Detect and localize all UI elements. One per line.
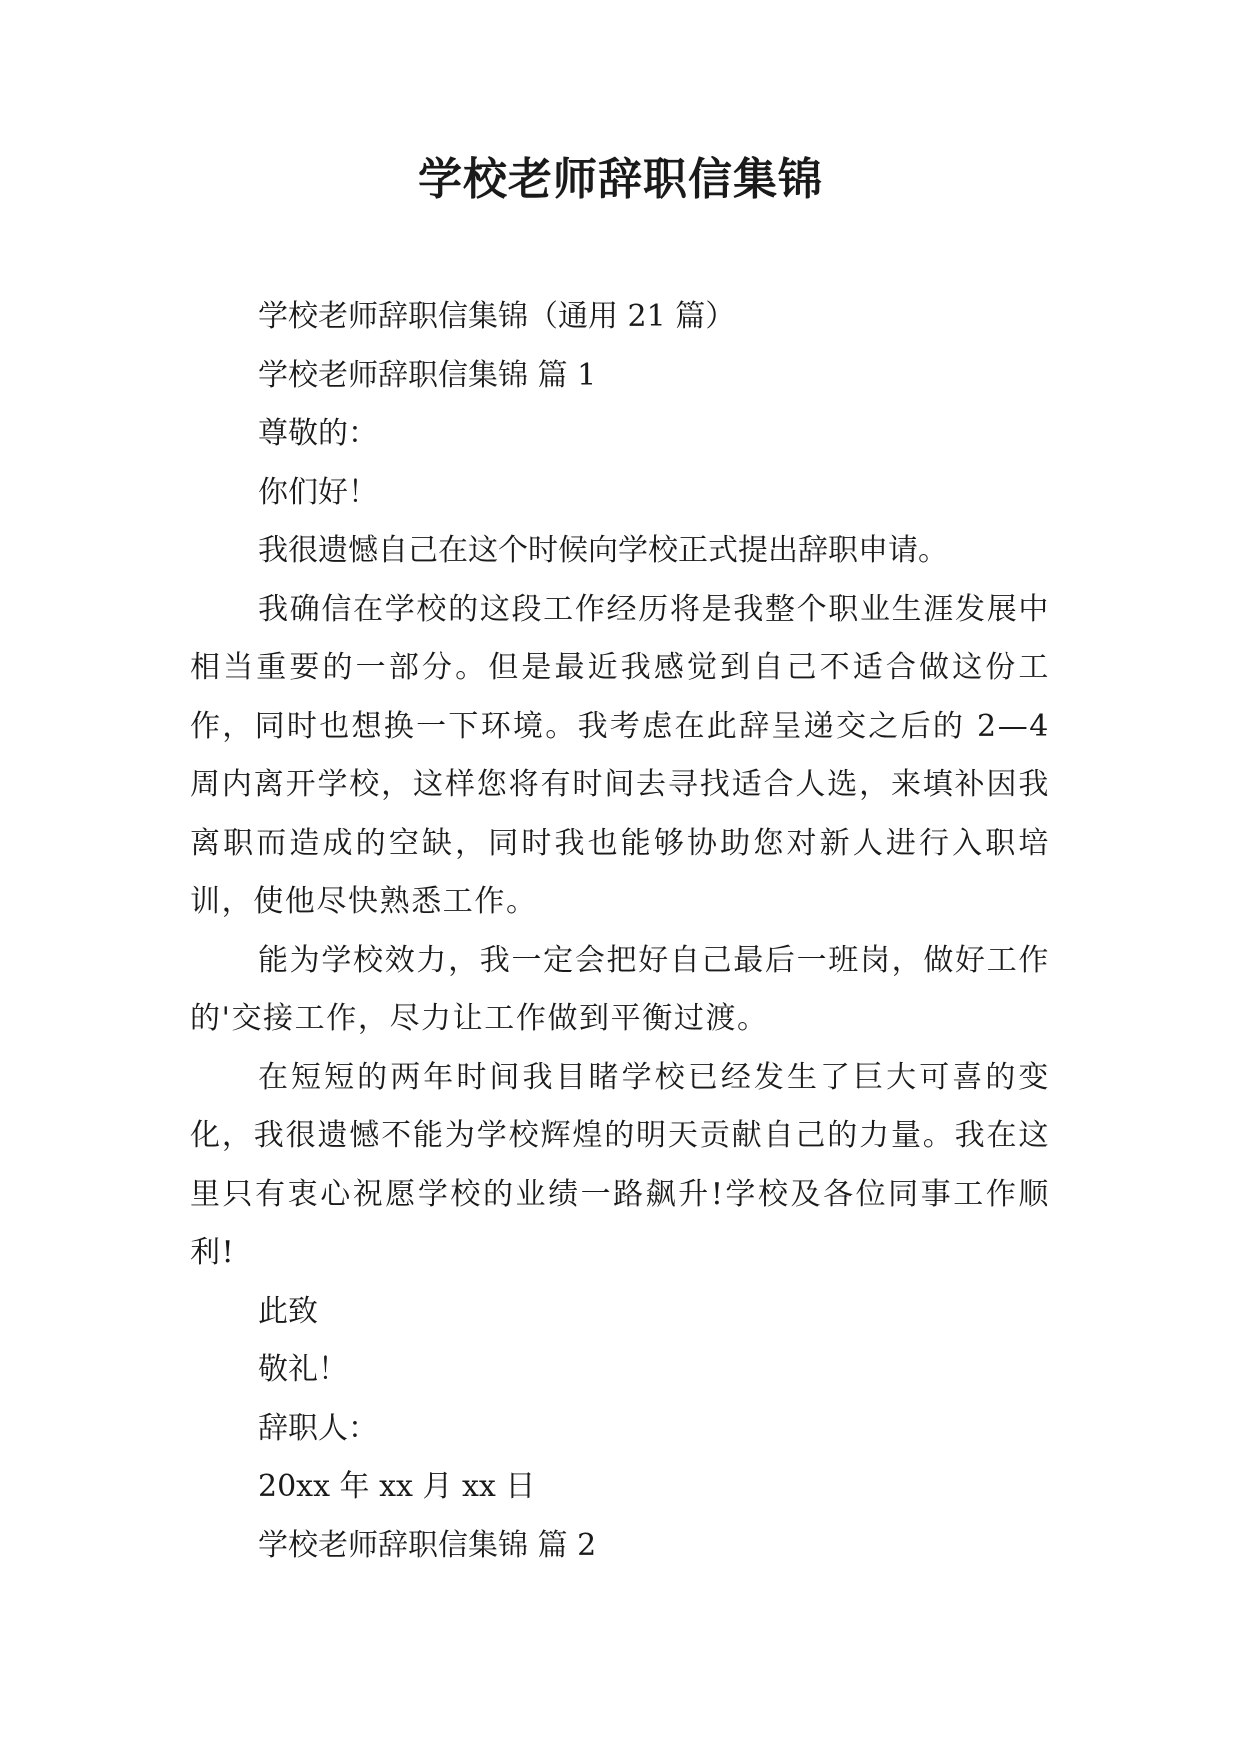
- document-body: [190, 288, 1050, 1575]
- paragraph: 我很遗憾自己在这个时候向学校正式提出辞职申请。: [258, 533, 948, 568]
- section-heading: 学校老师辞职信集锦 篇 2: [258, 1527, 597, 1563]
- signature-label: 辞职人：: [258, 1410, 378, 1446]
- paragraph: 我确信在学校的这段工作经历将是我整个职业生涯发展中相当重要的一部分。但是最近我感觉到自己不适合做这份工作，同时也想换一下环境。我考虑在此辞呈递交之后的 2—4 周内离开学校，这样您将有时间去寻找适合人选，来填补因我离职而造成的空缺，同时我也能够协助您对新人进行入职培训，使他尽快熟悉工作。: [190, 591, 1050, 919]
- closing-line: 此致: [258, 1293, 318, 1329]
- greeting: 你们好！: [258, 474, 378, 510]
- closing-line: 敬礼！: [258, 1352, 348, 1387]
- document-title: 学校老师辞职信集锦: [418, 154, 823, 205]
- salutation: 尊敬的：: [258, 416, 378, 451]
- paragraph: 能为学校效力，我一定会把好自己最后一班岗，做好工作的'交接工作，尽力让工作做到平衡过渡。: [190, 942, 1050, 1036]
- section-heading: 学校老师辞职信集锦 篇 1: [258, 357, 597, 393]
- date-line: 20xx 年 xx 月 xx 日: [258, 1469, 536, 1504]
- paragraph: 在短短的两年时间我目睹学校已经发生了巨大可喜的变化，我很遗憾不能为学校辉煌的明天贡献自己的力量。我在这里只有衷心祝愿学校的业绩一路飙升!学校及各位同事工作顺利!: [190, 1059, 1050, 1270]
- document-subtitle: 学校老师辞职信集锦（通用 21 篇）: [258, 299, 736, 334]
